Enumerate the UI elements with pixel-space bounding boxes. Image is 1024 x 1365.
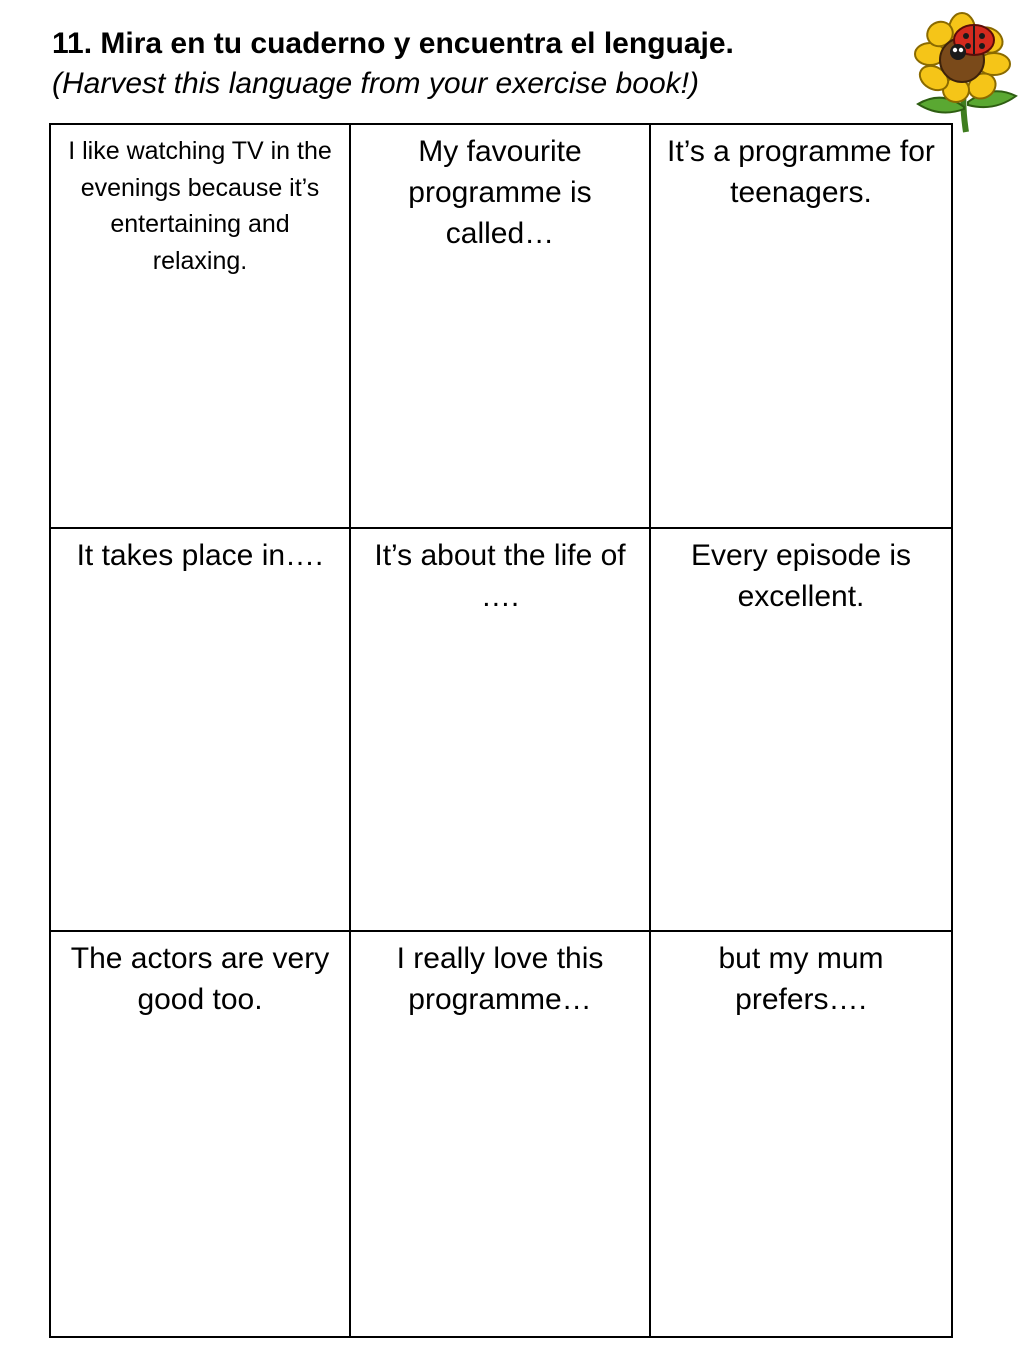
phrase-cell: I really love this programme… [351, 932, 651, 1336]
phrase-cell: It’s a programme for teenagers. [651, 125, 951, 529]
phrase-cell: My favourite programme is called… [351, 125, 651, 529]
ladybird-on-sunflower-icon [912, 12, 1020, 134]
phrase-cell: Every episode is excellent. [651, 529, 951, 933]
exercise-title: 11. Mira en tu cuaderno y encuentra el lenguaje. [52, 27, 734, 60]
phrase-cell: It’s about the life of …. [351, 529, 651, 933]
phrase-cell: It takes place in…. [51, 529, 351, 933]
phrase-cell: I like watching TV in the evenings because it’s entertaining and relaxing. [51, 125, 351, 529]
phrase-cell: The actors are very good too. [51, 932, 351, 1336]
language-grid [49, 123, 953, 1338]
worksheet-heading [52, 24, 902, 104]
exercise-subtitle: (Harvest this language from your exercise book!) [52, 67, 699, 100]
phrase-cell: but my mum prefers…. [718, 942, 884, 1017]
